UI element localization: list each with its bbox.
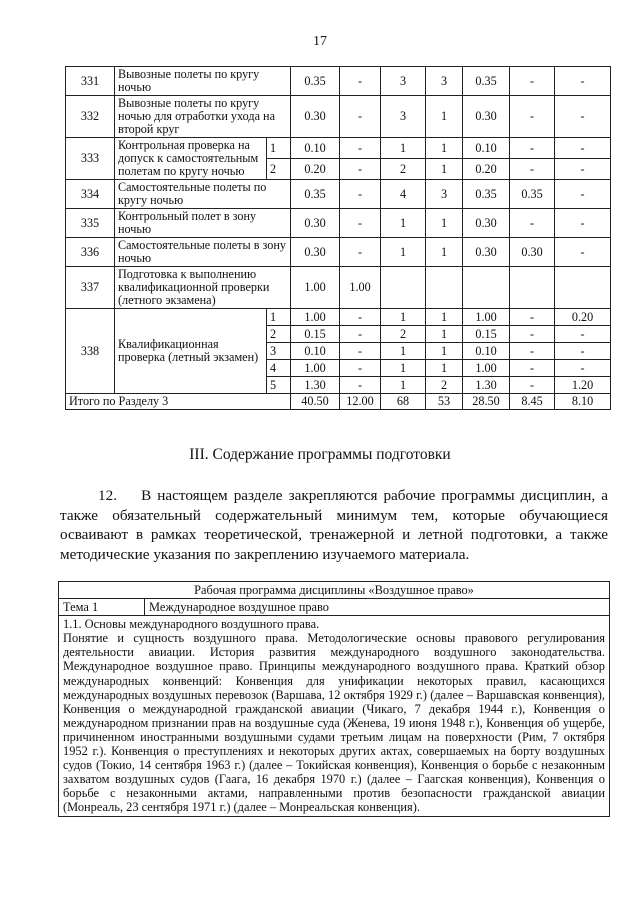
value-cell: - xyxy=(340,138,381,159)
row-number: 338 xyxy=(66,309,115,394)
value-cell: 1 xyxy=(381,309,426,326)
row-name: Вывозные полеты по кругу ночью xyxy=(115,67,291,96)
value-cell: - xyxy=(555,180,611,209)
value-cell: 1.00 xyxy=(463,360,510,377)
row-name: Квалификационная проверка (летный экзамен) xyxy=(115,309,267,394)
value-cell: - xyxy=(340,377,381,394)
value-cell xyxy=(555,267,611,309)
value-cell xyxy=(381,267,426,309)
value-cell: 0.10 xyxy=(463,138,510,159)
value-cell: - xyxy=(510,159,555,180)
row-name: Вывозные полеты по кругу ночью для отработки ухода на второй круг xyxy=(115,96,291,138)
table-row xyxy=(66,209,611,238)
value-cell: 2 xyxy=(381,159,426,180)
value-cell xyxy=(426,267,463,309)
value-cell: 0.30 xyxy=(291,209,340,238)
table-row xyxy=(66,309,611,326)
flight-hours-table xyxy=(65,66,611,410)
value-cell: - xyxy=(555,238,611,267)
theme-name: Международное воздушное право xyxy=(145,599,610,616)
value-cell: - xyxy=(510,138,555,159)
paragraph-12 xyxy=(60,486,608,564)
paragraph-text: В настоящем разделе закрепляются рабочие программы дисциплин, а также обязательный содержательный минимум тем, которые обучающиеся осваивают в рамках теоретической, тренажерной и летной подготовки, а также методические указания по закреплению изучаемого материала. xyxy=(60,487,608,563)
sub-number: 2 xyxy=(267,159,291,180)
value-cell: 0.35 xyxy=(510,180,555,209)
page-number: 17 xyxy=(313,34,327,49)
value-cell: - xyxy=(510,96,555,138)
value-cell: 1 xyxy=(426,326,463,343)
section-heading: III. Содержание программы подготовки xyxy=(189,446,451,463)
row-name: Контрольный полет в зону ночью xyxy=(115,209,291,238)
row-name: Самостоятельные полеты в зону ночью xyxy=(115,238,291,267)
value-cell: 0.20 xyxy=(555,309,611,326)
value-cell: 0.30 xyxy=(463,238,510,267)
row-number: 331 xyxy=(66,67,115,96)
value-cell: 0.10 xyxy=(291,138,340,159)
sub-number: 1 xyxy=(267,309,291,326)
value-cell: 1 xyxy=(381,138,426,159)
value-cell: 3 xyxy=(426,67,463,96)
value-cell: 1.00 xyxy=(463,309,510,326)
value-cell: 0.30 xyxy=(291,96,340,138)
value-cell: - xyxy=(555,96,611,138)
total-row xyxy=(66,394,611,410)
row-number: 337 xyxy=(66,267,115,309)
table-row xyxy=(66,180,611,209)
sub-number: 3 xyxy=(267,343,291,360)
row-name: Подготовка к выполнению квалификационной проверки (летного экзамена) xyxy=(115,267,291,309)
value-cell: - xyxy=(510,360,555,377)
value-cell: - xyxy=(340,159,381,180)
value-cell: 3 xyxy=(381,96,426,138)
row-number: 335 xyxy=(66,209,115,238)
value-cell: 0.15 xyxy=(463,326,510,343)
value-cell: - xyxy=(340,238,381,267)
value-cell: - xyxy=(510,343,555,360)
value-cell: 1 xyxy=(381,343,426,360)
total-value: 12.00 xyxy=(340,394,381,410)
value-cell xyxy=(510,267,555,309)
value-cell: 1 xyxy=(426,343,463,360)
value-cell: 4 xyxy=(381,180,426,209)
value-cell: 1 xyxy=(381,360,426,377)
sub-number: 1 xyxy=(267,138,291,159)
value-cell: - xyxy=(555,138,611,159)
value-cell: 1.20 xyxy=(555,377,611,394)
value-cell xyxy=(463,267,510,309)
theme-description: Понятие и сущность воздушного права. Методологические основы правового регулирования деятельности авиации. История развития международного воздушного законодательства. Международное воздушное право. Принципы международного воздушного права. Краткий обзор международных конвенций: Конвенция для унификации некоторых правил, касающихся международных воздушных перевозок (Варшава, 12 октября 1929 г.) (далее – Варшавская конвенция), Конвенция о международной гражданской авиации (Чикаго, 7 декабря 1944 г.), Конвенция о международном признании прав на воздушные суда (Женева, 19 июня 1948 г.), Конвенция об ущербе, причиненном иностранными воздушными судами третьим лицам на поверхности (Рим, 7 октября 1952 г.). Конвенция о преступлениях и некоторых других актах, совершаемых на борту воздушных судов (Токио, 14 сентября 1963 г.) (далее – Токийская конвенция), Конвенция о борьбе с незаконным захватом воздушных судов (Гаага, 16 декабря 1970 г.) (далее – Гаагская конвенция), Конвенция о борьбе с незаконными актами, направленными против безопасности гражданской авиации (Монреаль, 23 сентября 1971 г.) (далее – Монреальская конвенция). xyxy=(63,631,605,815)
value-cell: 0.30 xyxy=(463,209,510,238)
value-cell: 0.10 xyxy=(291,343,340,360)
sub-number: 5 xyxy=(267,377,291,394)
row-number: 334 xyxy=(66,180,115,209)
value-cell: - xyxy=(510,309,555,326)
theme-subheading: 1.1. Основы международного воздушного права. xyxy=(63,617,320,632)
value-cell: 1.30 xyxy=(463,377,510,394)
value-cell: - xyxy=(510,209,555,238)
value-cell: - xyxy=(555,209,611,238)
table-row xyxy=(66,238,611,267)
value-cell: - xyxy=(340,326,381,343)
row-number: 332 xyxy=(66,96,115,138)
row-number: 336 xyxy=(66,238,115,267)
value-cell: 0.30 xyxy=(463,96,510,138)
value-cell: 1 xyxy=(426,360,463,377)
paragraph-number: 12. xyxy=(98,487,117,504)
value-cell: 0.20 xyxy=(291,159,340,180)
value-cell: - xyxy=(555,67,611,96)
value-cell: - xyxy=(340,180,381,209)
sub-number: 4 xyxy=(267,360,291,377)
value-cell: 1.00 xyxy=(291,267,340,309)
theme-content xyxy=(59,616,610,816)
value-cell: 1.00 xyxy=(340,267,381,309)
value-cell: 0.30 xyxy=(291,238,340,267)
value-cell: - xyxy=(340,67,381,96)
sub-number: 2 xyxy=(267,326,291,343)
total-value: 28.50 xyxy=(463,394,510,410)
value-cell: 0.35 xyxy=(463,180,510,209)
value-cell: 2 xyxy=(426,377,463,394)
value-cell: 0.10 xyxy=(463,343,510,360)
row-name: Самостоятельные полеты по кругу ночью xyxy=(115,180,291,209)
value-cell: 0.35 xyxy=(291,67,340,96)
table-row xyxy=(66,96,611,138)
theme-label: Тема 1 xyxy=(59,599,145,616)
value-cell: - xyxy=(510,377,555,394)
discipline-title: Рабочая программа дисциплины «Воздушное право» xyxy=(59,582,610,599)
value-cell: 1 xyxy=(426,238,463,267)
value-cell: - xyxy=(340,360,381,377)
value-cell: - xyxy=(555,159,611,180)
value-cell: 1 xyxy=(381,238,426,267)
value-cell: - xyxy=(340,209,381,238)
value-cell: 1.30 xyxy=(291,377,340,394)
total-value: 68 xyxy=(381,394,426,410)
value-cell: - xyxy=(555,360,611,377)
value-cell: 1 xyxy=(426,309,463,326)
value-cell: 0.30 xyxy=(510,238,555,267)
value-cell: - xyxy=(340,309,381,326)
value-cell: 1 xyxy=(381,209,426,238)
discipline-program-table xyxy=(58,581,610,817)
value-cell: 2 xyxy=(381,326,426,343)
value-cell: - xyxy=(340,343,381,360)
value-cell: 3 xyxy=(381,67,426,96)
value-cell: 1.00 xyxy=(291,309,340,326)
value-cell: 0.15 xyxy=(291,326,340,343)
table-row xyxy=(66,138,611,159)
total-value: 40.50 xyxy=(291,394,340,410)
table-row xyxy=(66,67,611,96)
value-cell: 1 xyxy=(381,377,426,394)
value-cell: 0.35 xyxy=(291,180,340,209)
value-cell: 1.00 xyxy=(291,360,340,377)
value-cell: - xyxy=(555,343,611,360)
value-cell: 1 xyxy=(426,138,463,159)
total-value: 8.10 xyxy=(555,394,611,410)
value-cell: - xyxy=(510,67,555,96)
value-cell: 1 xyxy=(426,209,463,238)
table-row xyxy=(66,267,611,309)
total-value: 8.45 xyxy=(510,394,555,410)
total-value: 53 xyxy=(426,394,463,410)
row-name: Контрольная проверка на допуск к самостоятельным полетам по кругу ночью xyxy=(115,138,267,180)
value-cell: 0.20 xyxy=(463,159,510,180)
value-cell: - xyxy=(510,326,555,343)
row-number: 333 xyxy=(66,138,115,180)
value-cell: 3 xyxy=(426,180,463,209)
value-cell: 1 xyxy=(426,96,463,138)
value-cell: 0.35 xyxy=(463,67,510,96)
value-cell: - xyxy=(555,326,611,343)
value-cell: 1 xyxy=(426,159,463,180)
value-cell: - xyxy=(340,96,381,138)
total-label: Итого по Разделу 3 xyxy=(66,394,291,410)
